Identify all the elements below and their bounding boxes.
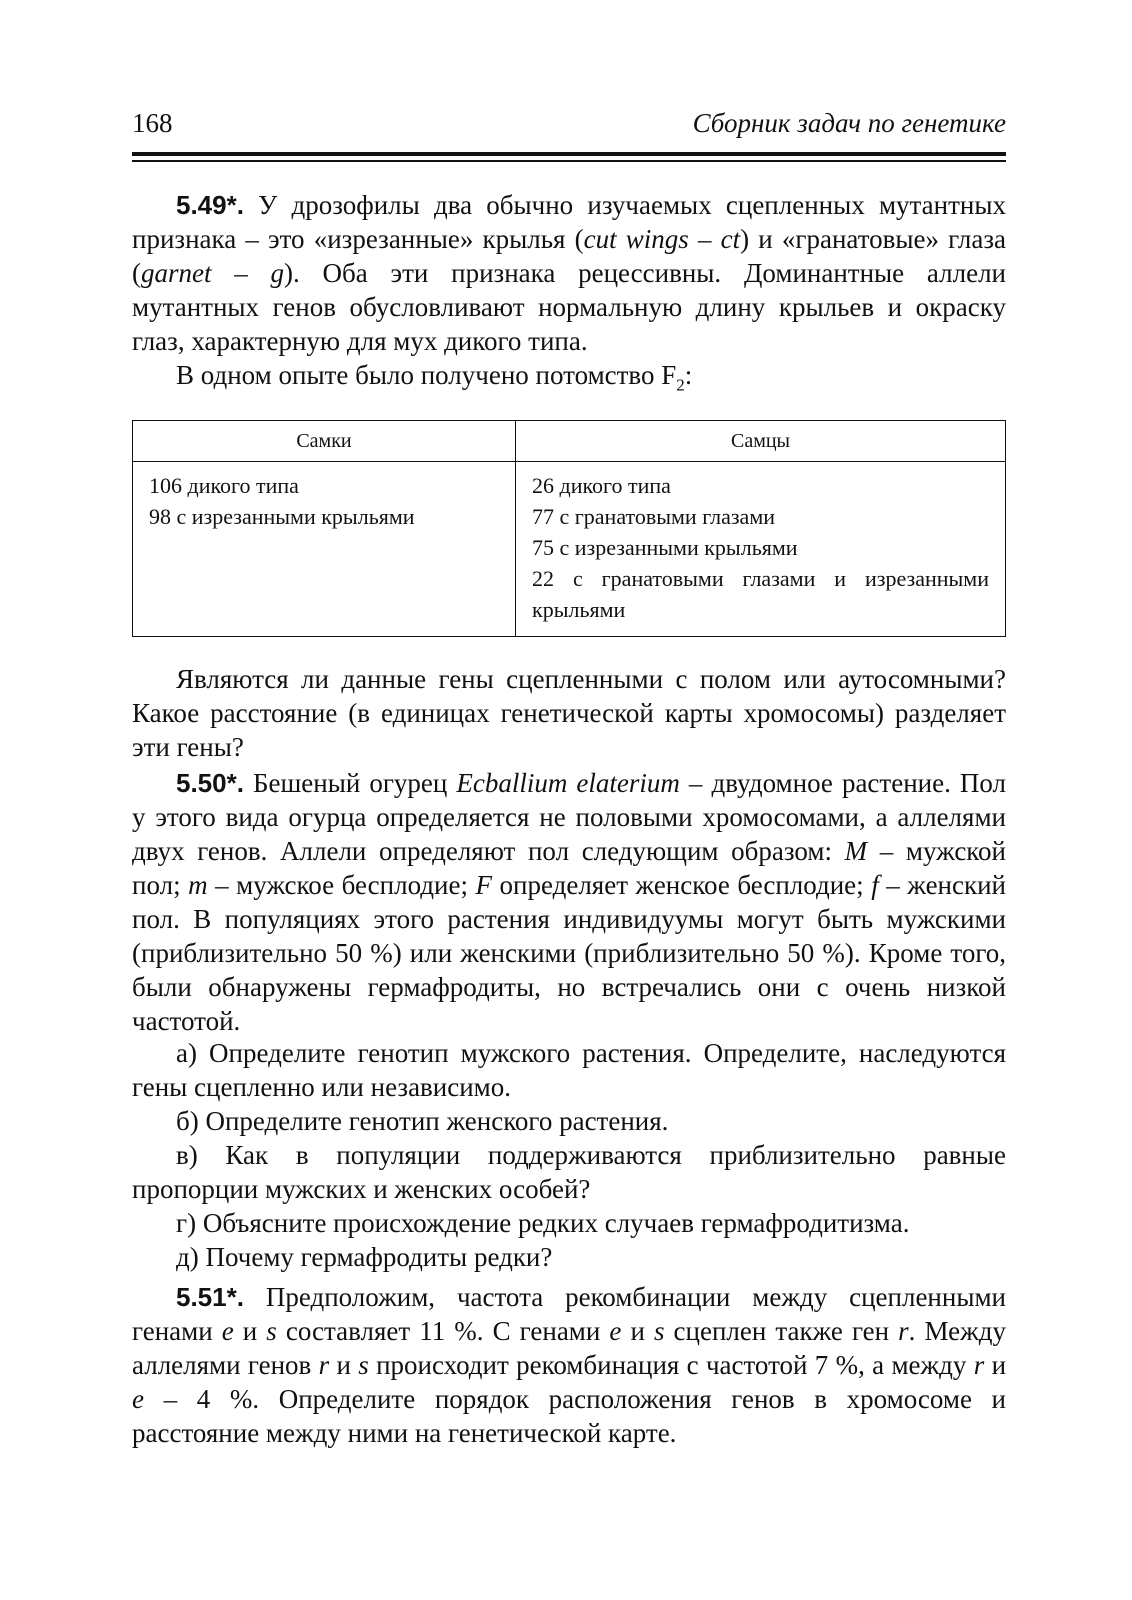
problem-text: ) и «гранатовые» глаза ( [132, 224, 1006, 288]
female-row: 98 с изрезанными крыльями [149, 504, 415, 529]
females-cell [133, 462, 516, 637]
problem-number: 5.50*. [176, 768, 244, 798]
problem-text: Бешеный огурец [243, 768, 457, 798]
problem-text: . Между аллелями генов [132, 1316, 1007, 1380]
females-header: Самки [133, 421, 516, 462]
problem-text: и [329, 1350, 359, 1380]
problem-number: 5.51*. [176, 1282, 244, 1312]
males-cell [516, 462, 1006, 637]
problem-text: и [984, 1350, 1007, 1380]
problem-text: происходит рекомбинация с частотой 7 %, а между [368, 1350, 974, 1380]
allele-m: m [188, 870, 208, 900]
female-row: 106 дикого типа [149, 473, 299, 498]
question-b: б) Определите генотип женского растения. [176, 1106, 669, 1136]
problem-text: – мужское бесплодие; [207, 870, 476, 900]
male-row: 22 с гранатовыми глазами и изрезанными [532, 566, 989, 591]
problem-text: и [233, 1316, 267, 1346]
gene-s: s [653, 1316, 665, 1346]
problem-5-49 [132, 188, 1006, 358]
problem-number: 5.49*. [176, 190, 244, 220]
problem-text: и [621, 1316, 654, 1346]
male-row: 77 с гранатовыми глазами [532, 504, 776, 529]
f2-subscript: 2 [676, 375, 685, 395]
header-rule-thick [132, 152, 1006, 156]
page-number: 168 [132, 108, 173, 138]
species-name: Ecballium elaterium [456, 768, 680, 798]
male-row: крыльями [532, 597, 626, 622]
offspring-intro [132, 358, 1006, 402]
problem-text: У дрозофилы два обычно изучаемых сцепленных мутантных признака – это «изрезанные» крылья ( [132, 190, 1006, 254]
gene-e: e [609, 1316, 622, 1346]
gene-s: s [266, 1316, 277, 1346]
problem-text: ). Оба эти признака рецессивны. Доминантные аллели мутантных генов обусловливают нормальную длину крыльев и окраску глаз, характерную для мух дикого типа. [132, 258, 1006, 356]
problem-text: составляет 11 %. С генами [276, 1316, 610, 1346]
problem-5-50 [132, 766, 1006, 1038]
gene-e: e [221, 1316, 234, 1346]
gene-r: r [318, 1350, 330, 1380]
problem-text: Предположим, частота рекомбинации между сцепленными генами [132, 1282, 1006, 1346]
colon: : [684, 360, 693, 390]
offspring-table [132, 420, 1006, 637]
problem-5-51 [132, 1280, 1006, 1450]
problem-text: – двудомное растение. Пол у этого вида огурца определяется не половыми хромосомами, а аллелями двух генов. Аллели определяют пол следующим образом: [132, 768, 1006, 866]
gene-s: s [358, 1350, 369, 1380]
gene-cut-wings: cut wings – ct [583, 224, 741, 254]
male-row: 26 дикого типа [532, 473, 671, 498]
allele-M: M [844, 836, 868, 866]
gene-r: r [973, 1350, 985, 1380]
problem-text: определяет женское бесплодие; [492, 870, 872, 900]
problem-text: сцеплен также ген [664, 1316, 899, 1346]
gene-garnet: garnet – g [141, 258, 285, 288]
gene-r: r [898, 1316, 909, 1346]
males-header: Самцы [516, 421, 1006, 462]
question-v: в) Как в популяции поддерживаются приблизительно равные пропорции мужских и женских особей? [132, 1140, 1006, 1204]
page-header [132, 108, 1006, 148]
offspring-intro-text: В одном опыте было получено потомство F [176, 360, 677, 390]
question-5-49: Являются ли данные гены сцепленными с полом или аутосомными? Какое расстояние (в единицах генетической карты хромосомы) разделяет эти гены? [132, 664, 1006, 762]
running-title: Сборник задач по генетике [692, 108, 1006, 138]
gene-e: e [132, 1384, 144, 1414]
problem-text: – мужской пол; [132, 836, 1007, 900]
header-rule-thin [132, 160, 1006, 162]
allele-F: F [475, 870, 492, 900]
question-d: д) Почему гермафродиты редки? [176, 1242, 553, 1272]
male-row: 75 с изрезанными крыльями [532, 535, 798, 560]
question-g: г) Объясните происхождение редких случаев гермафродитизма. [176, 1208, 910, 1238]
question-a: а) Определите генотип мужского растения. Определите, наследуются гены сцепленно или независимо. [132, 1038, 1006, 1102]
allele-f: f [871, 870, 879, 900]
problem-text: – 4 %. Определите порядок расположения генов в хромосоме и расстояние между ними на генетической карте. [132, 1384, 1006, 1448]
problem-text: – женский пол. В популяциях этого растения индивидуумы могут быть мужскими (приблизительно 50 %) или женскими (приблизительно 50 %). Кроме того, были обнаружены гермафродиты, но встречались они с очень низкой частотой. [132, 870, 1007, 1036]
